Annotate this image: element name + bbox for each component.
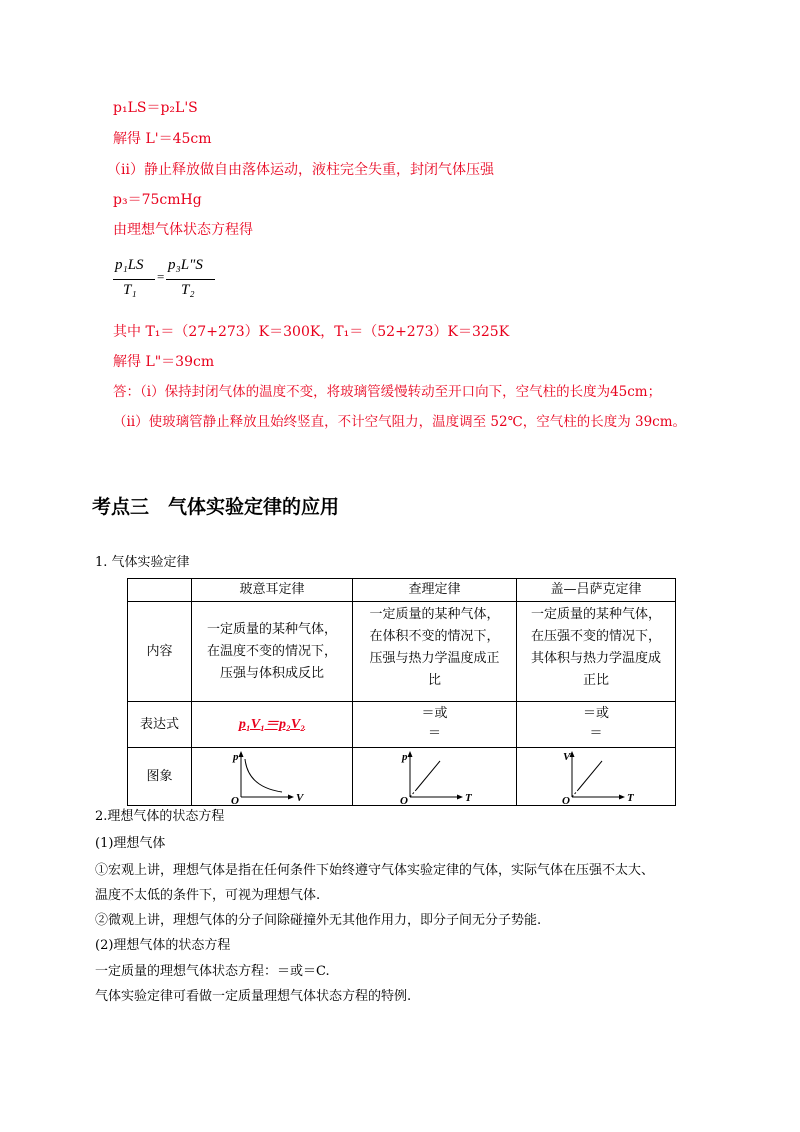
y-axis-label: V: [563, 750, 571, 763]
boyle-graph: [192, 749, 352, 805]
solution-line-2: 解得 L'＝45cm: [113, 131, 212, 147]
x-axis-label: T: [465, 791, 472, 804]
isochoric-line: [416, 761, 440, 790]
solution-answer-1: 答：（ⅰ）保持封闭气体的温度不变，将玻璃管缓慢转动至开口向下，空气柱的长度为45cm；: [113, 384, 662, 400]
solution-line-6: 其中 T₁＝（27+273）K＝300K，T₁＝（52+273）K＝325K: [113, 324, 510, 340]
x-axis-label: V: [296, 791, 304, 804]
content-line: 比: [427, 673, 441, 688]
content-line: 正比: [582, 673, 609, 688]
content-line: 一定质量的某种气体，: [530, 607, 661, 622]
eq-numerator-right: p₃L"S: [168, 257, 203, 273]
expr-gay-lussac: [517, 702, 676, 748]
gay-lussac-formula-line-1: ＝或: [582, 706, 609, 721]
solution-line-7: 解得 L"＝39cm: [113, 354, 215, 370]
header-charles: 查理定律: [353, 579, 517, 602]
ideal-gas-macro-line-1: ①宏观上讲，理想气体是指在任何条件下始终遵守气体实验定律的气体，实际气体在压强不太大、: [95, 863, 655, 878]
isobaric-line: [578, 761, 602, 790]
solution-line-4: p₃＝75cmHg: [113, 192, 202, 208]
row-label-graph: 图象: [128, 748, 192, 806]
charles-formula-line-2: ＝: [427, 726, 441, 741]
section-2-heading: 2.理想气体的状态方程: [95, 809, 225, 824]
content-line: 在压强不变的情况下，: [530, 629, 661, 644]
boyle-formula: p₁V₁＝p₂V₂: [238, 716, 306, 732]
fraction-bar-right: [166, 279, 215, 280]
x-axis-label: T: [627, 791, 634, 804]
content-line: 一定质量的某种气体，: [369, 607, 500, 622]
item-1-heading: 1. 气体实验定律: [95, 555, 190, 570]
charles-graph: [353, 749, 516, 805]
row-label-content: 内容: [128, 602, 192, 702]
eq-denominator-left: T₁: [123, 282, 137, 298]
y-arrow: [239, 751, 244, 757]
graph-charles-cell: [353, 748, 517, 806]
header-gay-lussac: 盖—吕萨克定律: [517, 579, 676, 602]
table-corner: [128, 579, 192, 602]
y-arrow: [408, 751, 413, 757]
x-arrow: [288, 794, 294, 799]
content-line: 其体积与热力学温度成: [530, 651, 661, 666]
state-equation: [113, 255, 223, 305]
subsection-1-heading: (1)理想气体: [95, 836, 166, 851]
ideal-gas-macro-line-2: 温度不太低的条件下，可视为理想气体.: [95, 888, 321, 903]
eq-denominator-right: T₂: [181, 282, 195, 298]
content-line: 一定质量的某种气体，: [206, 621, 337, 637]
content-line: 压强与热力学温度成正: [369, 651, 500, 666]
gay-lussac-graph: [517, 749, 675, 805]
state-equation-text: 一定质量的理想气体状态方程：＝或＝C.: [95, 964, 330, 979]
charles-formula-line-1: ＝或: [421, 706, 448, 721]
extrapolated-line: [572, 790, 578, 797]
content-line: 在温度不变的情况下，: [206, 643, 337, 659]
eq-equals: =: [157, 269, 165, 284]
origin-label: O: [400, 794, 408, 805]
content-gay-lussac: [517, 602, 676, 702]
content-charles: [353, 602, 517, 702]
y-axis-label: p: [233, 750, 239, 763]
content-boyle: [192, 602, 353, 702]
gay-lussac-formula-line-2: ＝: [589, 726, 603, 741]
row-label-expression: 表达式: [128, 702, 192, 748]
expr-charles: [353, 702, 517, 748]
origin-label: O: [231, 794, 239, 805]
eq-numerator-left: p₁LS: [115, 257, 144, 273]
y-axis-label: p: [402, 750, 408, 763]
hyperbola-curve: [245, 759, 282, 792]
fraction-bar-left: [113, 279, 155, 280]
section-title: 考点三 气体实验定律的应用: [92, 496, 340, 518]
solution-answer-2: （ⅱ）使玻璃管静止释放且始终竖直，不计空气阻力，温度调至 52℃，空气柱的长度为 39cm。: [113, 414, 687, 430]
graph-boyle-cell: [192, 748, 353, 806]
gas-laws-table: [127, 578, 676, 806]
origin-label: O: [562, 794, 570, 805]
subsection-2-heading: (2)理想气体的状态方程: [95, 938, 231, 953]
x-arrow: [619, 794, 625, 799]
graph-gay-lussac-cell: [517, 748, 676, 806]
solution-line-3: （ⅱ）静止释放做自由落体运动，液柱完全失重，封闭气体压强: [107, 162, 494, 178]
content-line: 在体积不变的情况下，: [369, 629, 500, 644]
special-case-note: 气体实验定律可看做一定质量理想气体状态方程的特例.: [95, 989, 412, 1004]
solution-line-5: 由理想气体状态方程得: [113, 222, 253, 238]
solution-line-1: p₁LS＝p₂L'S: [113, 100, 198, 116]
ideal-gas-micro: ②微观上讲，理想气体的分子间除碰撞外无其他作用力，即分子间无分子势能.: [95, 913, 542, 928]
expr-boyle: [192, 702, 353, 748]
header-boyle: 玻意耳定律: [192, 579, 353, 602]
extrapolated-line: [410, 790, 416, 797]
x-arrow: [457, 794, 463, 799]
content-line: 压强与体积成反比: [219, 665, 324, 681]
